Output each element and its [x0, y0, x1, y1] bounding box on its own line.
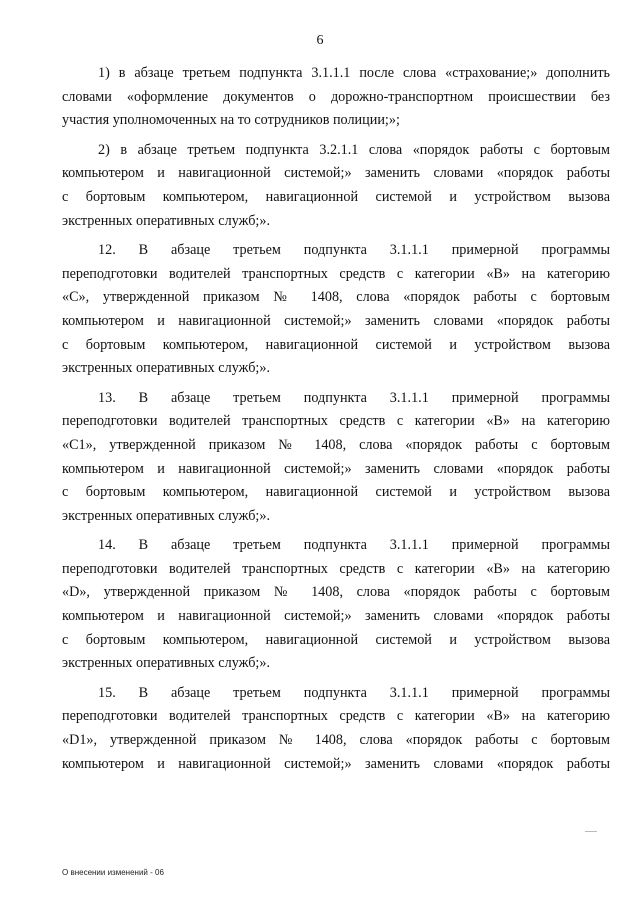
- page-number: 6: [316, 33, 324, 48]
- text-line: «C1», утвержденной приказом № 1408, слова «порядок работы с бортовым: [62, 436, 610, 453]
- text-line: «D», утвержденной приказом № 1408, слова «порядок работы с бортовым: [62, 584, 610, 601]
- text-line: 1) в абзаце третьем подпункта 3.1.1.1 после слова «страхование;» дополнить: [98, 65, 610, 81]
- footer-note: О внесении изменений - 06: [62, 868, 164, 877]
- text-line: компьютером и навигационной системой;» заменить словами «порядок работы: [62, 755, 610, 772]
- text-line: с бортовым компьютером, навигационной системой и устройством вызова: [62, 631, 610, 648]
- text-line: участия уполномоченных на то сотрудников полиции;»;: [62, 112, 400, 129]
- text-line: переподготовки водителей транспортных средств с категории «B» на категорию: [62, 708, 610, 725]
- text-line: с бортовым компьютером, навигационной системой и устройством вызова: [62, 484, 610, 501]
- text-line: словами «оформление документов о дорожно-транспортном происшествии без: [62, 88, 610, 105]
- margin-mark: [585, 831, 597, 832]
- text-line: экстренных оперативных служб;».: [62, 507, 271, 524]
- paragraph: [62, 387, 610, 529]
- text-line: переподготовки водителей транспортных средств с категории «B» на категорию: [62, 560, 610, 577]
- text-line: компьютером и навигационной системой;» заменить словами «порядок работы: [62, 165, 610, 182]
- text-line: с бортовым компьютером, навигационной системой и устройством вызова: [62, 188, 610, 205]
- paragraph: [62, 534, 610, 676]
- paragraph: [62, 139, 610, 233]
- text-line: «D1», утвержденной приказом № 1408, слова «порядок работы с бортовым: [62, 732, 610, 749]
- paragraph: [62, 62, 610, 133]
- text-line: переподготовки водителей транспортных средств с категории «B» на категорию: [62, 413, 610, 430]
- text-line: 12. В абзаце третьем подпункта 3.1.1.1 примерной программы: [98, 242, 610, 259]
- document-body: [62, 62, 610, 776]
- paragraph: [62, 239, 610, 381]
- text-line: 13. В абзаце третьем подпункта 3.1.1.1 примерной программы: [98, 389, 610, 406]
- text-line: с бортовым компьютером, навигационной системой и устройством вызова: [62, 336, 610, 353]
- text-line: 15. В абзаце третьем подпункта 3.1.1.1 примерной программы: [98, 684, 610, 701]
- text-line: «C», утвержденной приказом № 1408, слова «порядок работы с бортовым: [62, 289, 610, 306]
- text-line: экстренных оперативных служб;».: [62, 360, 271, 377]
- text-line: экстренных оперативных служб;».: [62, 212, 271, 229]
- text-line: экстренных оперативных служб;».: [62, 655, 271, 672]
- text-line: компьютером и навигационной системой;» заменить словами «порядок работы: [62, 312, 610, 329]
- text-line: 14. В абзаце третьем подпункта 3.1.1.1 примерной программы: [98, 537, 610, 554]
- text-line: переподготовки водителей транспортных средств с категории «B» на категорию: [62, 265, 610, 282]
- text-line: компьютером и навигационной системой;» заменить словами «порядок работы: [62, 460, 610, 477]
- paragraph: [62, 682, 610, 776]
- text-line: компьютером и навигационной системой;» заменить словами «порядок работы: [62, 608, 610, 625]
- text-line: 2) в абзаце третьем подпункта 3.2.1.1 слова «порядок работы с бортовым: [98, 141, 610, 158]
